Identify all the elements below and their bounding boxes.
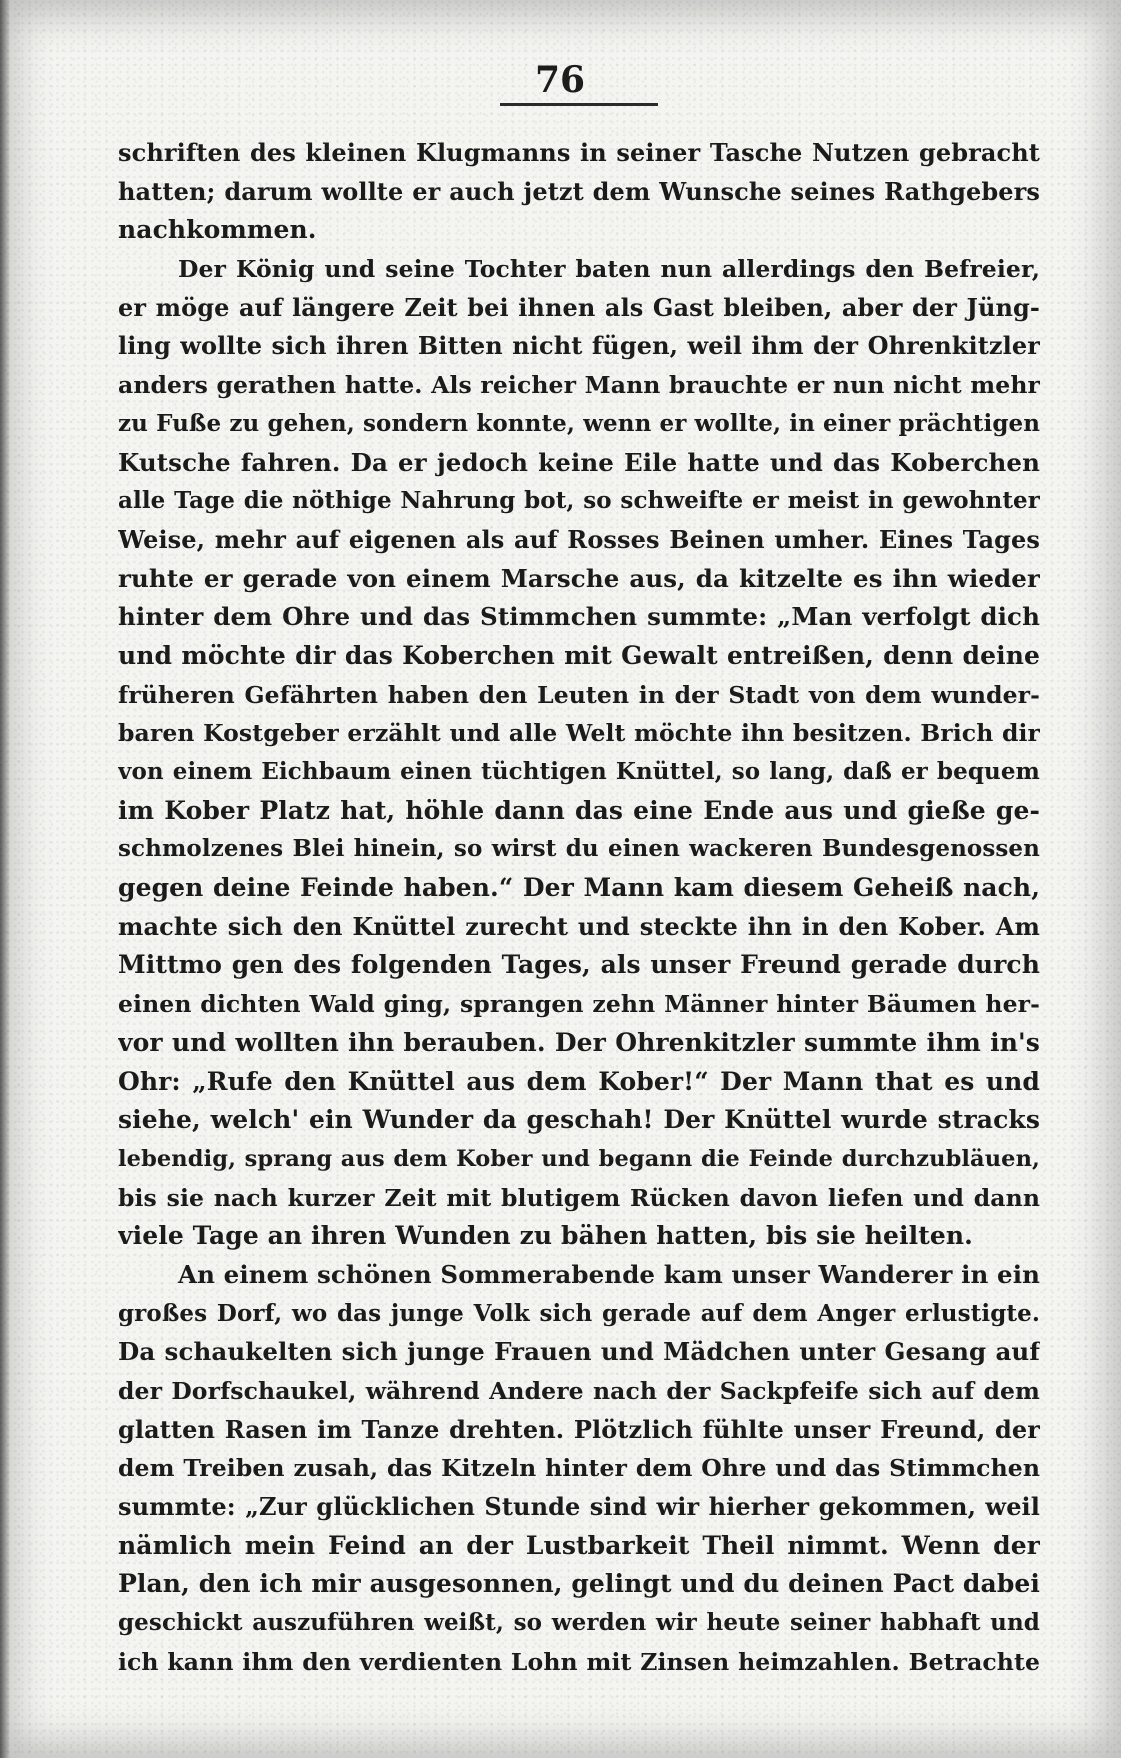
text-line: Ohr: „Rufe den Knüttel aus dem Kober!“ Der Mann that es und <box>118 1066 1040 1096</box>
text-line: Kutsche fahren. Da er jedoch keine Eile hatte und das Koberchen <box>118 447 1040 477</box>
page-number: 76 <box>534 59 586 101</box>
text-line: ling wollte sich ihren Bitten nicht fügen, weil ihm der Ohrenkitzler <box>118 331 1040 361</box>
text-line: viele Tage an ihren Wunden zu bähen hatten, bis sie heilten. <box>118 1221 973 1251</box>
text-line: im Kober Platz hat, höhle dann das eine Ende aus und gieße ge- <box>118 795 1040 825</box>
body-text <box>118 134 1040 1682</box>
text-line: nämlich mein Feind an der Lustbarkeit Theil nimmt. Wenn der <box>118 1530 1040 1560</box>
text-line: Mittmo gen des folgenden Tages, als unser Freund gerade durch <box>118 950 1040 980</box>
text-line: Da schaukelten sich junge Frauen und Mädchen unter Gesang auf <box>118 1337 1040 1367</box>
text-line: hatten; darum wollte er auch jetzt dem Wunsche seines Rathgebers <box>118 176 1040 206</box>
text-line: er möge auf längere Zeit bei ihnen als Gast bleiben, aber der Jüng- <box>118 292 1040 322</box>
text-line: dem Treiben zusah, das Kitzeln hinter dem Ohre und das Stimmchen <box>118 1454 1040 1483</box>
text-line: Weise, mehr auf eigenen als auf Rosses Beinen umher. Eines Tages <box>118 524 1040 554</box>
text-line: bis sie nach kurzer Zeit mit blutigem Rücken davon liefen und dann <box>118 1183 1040 1212</box>
text-line: Der König und seine Tochter baten nun allerdings den Befreier, <box>178 255 1040 284</box>
text-line: geschickt auszuführen weißt, so werden wir heute seiner habhaft und <box>118 1609 1040 1637</box>
text-line: ruhte er gerade von einem Marsche aus, da kitzelte es ihn wieder <box>118 563 1040 593</box>
text-line: zu Fuße zu gehen, sondern konnte, wenn er wollte, in einer prächtigen <box>118 409 1040 437</box>
text-line: einen dichten Wald ging, sprangen zehn Männer hinter Bäumen her- <box>118 990 1040 1019</box>
page-edge-shadow <box>0 0 10 1758</box>
text-line: glatten Rasen im Tanze drehten. Plötzlich fühlte unser Freund, der <box>118 1414 1040 1444</box>
text-line: baren Kostgeber erzählt und alle Welt möchte ihn besitzen. Brich dir <box>118 719 1040 748</box>
text-line: nachkommen. <box>118 215 317 245</box>
header-rule <box>500 103 658 106</box>
text-line: alle Tage die nöthige Nahrung bot, so schweifte er meist in gewohnter <box>118 487 1040 515</box>
text-line: gegen deine Feinde haben.“ Der Mann kam diesem Geheiß nach, <box>118 873 1040 903</box>
text-line: anders gerathen hatte. Als reicher Mann brauchte er nun nicht mehr <box>118 371 1040 400</box>
text-line: und möchte dir das Koberchen mit Gewalt entreißen, denn deine <box>118 640 1040 670</box>
text-line: früheren Gefährten haben den Leuten in der Stadt von dem wunder- <box>118 680 1040 709</box>
text-line: großes Dorf, wo das junge Volk sich gerade auf dem Anger erlustigte. <box>118 1299 1040 1327</box>
text-line: hinter dem Ohre und das Stimmchen summte: „Man verfolgt dich <box>118 602 1040 632</box>
text-line: schmolzenes Blei hinein, so wirst du einen wackeren Bundesgenossen <box>118 835 1040 863</box>
text-line: siehe, welch' ein Wunder da geschah! Der Knüttel wurde stracks <box>118 1105 1040 1135</box>
text-line: An einem schönen Sommerabende kam unser Wanderer in ein <box>178 1259 1040 1289</box>
text-line: schriften des kleinen Klugmanns in seiner Tasche Nutzen gebracht <box>118 138 1040 167</box>
text-line: von einem Eichbaum einen tüchtigen Knüttel, so lang, daß er bequem <box>118 758 1040 785</box>
text-line: machte sich den Knüttel zurecht und steckte ihn in den Kober. Am <box>118 911 1040 941</box>
text-line: Plan, den ich mir ausgesonnen, gelingt und du deinen Pact dabei <box>118 1569 1040 1599</box>
text-line: summte: „Zur glücklichen Stunde sind wir hierher gekommen, weil <box>118 1492 1040 1522</box>
text-line: lebendig, sprang aus dem Kober und begann die Feinde durchzubläuen, <box>118 1145 1040 1172</box>
text-line: vor und wollten ihn berauben. Der Ohrenkitzler summte ihm in's <box>118 1027 1040 1057</box>
text-line: ich kann ihm den verdienten Lohn mit Zinsen heimzahlen. Betrachte <box>118 1647 1040 1676</box>
text-line: der Dorfschaukel, während Andere nach der Sackpfeife sich auf dem <box>118 1377 1040 1405</box>
